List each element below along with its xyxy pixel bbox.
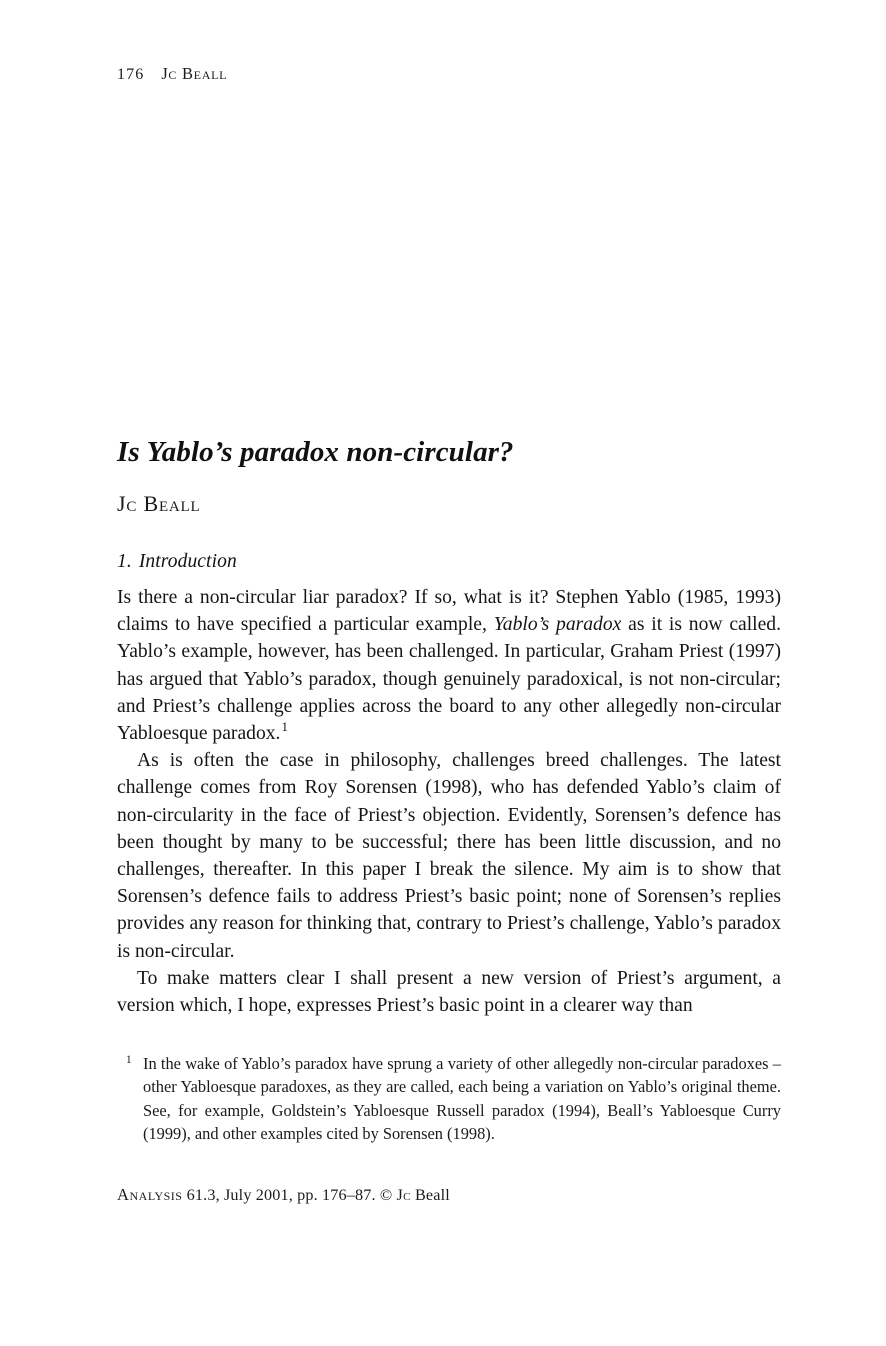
copyright-author-initials: Jc	[396, 1186, 411, 1204]
section-heading	[117, 551, 237, 573]
title-block	[117, 436, 782, 517]
footnote-reference-1[interactable]: 1	[281, 719, 288, 734]
page-number: 176	[117, 66, 145, 83]
paragraph-2: As is often the case in philosophy, challenges breed challenges. The latest challenge comes from Roy Sorensen (1998), who has defended Yablo’s claim of non-circularity in the face of Priest’s objection. Evidently, Sorensen’s defence has been thought by many to be successful; there has been little discussion, and no challenges, thereafter. In this paper I break the silence. My aim is to show that Sorensen’s defence fails to address Priest’s basic point; none of Sorensen’s replies provides any reason for thinking that, contrary to Priest’s challenge, Yablo’s paradox is non-circular.	[117, 750, 781, 962]
byline-author: Jc Beall	[117, 491, 201, 517]
footnote-1	[117, 1052, 781, 1146]
running-head	[117, 64, 780, 84]
running-head-author: Jc Beall	[161, 64, 228, 83]
journal-name: Analysis	[117, 1185, 183, 1204]
footnote-text-1: In the wake of Yablo’s paradox have sprung a variety of other allegedly non-circular paradoxes – other Yabloesque paradoxes, as they are called, each being a variation on Yablo’s original theme. See, for example, Goldstein’s Yabloesque Russell paradox (1994), Beall’s Yabloesque Curry (1999), and other examples cited by Sorensen (1998).	[143, 1054, 781, 1144]
body-text	[117, 584, 781, 1019]
paragraph-1-part-1: Is there a non-circular liar paradox? If so, what is it? Stephen Yablo (1985, 1993) claims to have specified a particular example,	[117, 587, 781, 636]
copyright-author-surname: Beall	[410, 1186, 450, 1204]
footnote-area	[117, 1052, 781, 1146]
section-number: 1.	[117, 551, 132, 572]
paragraph-1	[117, 584, 781, 747]
article-title: Is Yablo’s paradox non-circular?	[117, 436, 514, 468]
journal-issue-info: 61.3, July 2001, pp. 176–87. ©	[182, 1186, 397, 1204]
section-title: Introduction	[138, 551, 237, 572]
italic-term-yablos-paradox: Yablo’s paradox	[493, 614, 622, 636]
paragraph-1-part-2: as it is now called. Yablo’s example, however, has been challenged. In particular, Graham Priest (1997) has argued that Yablo’s paradox, though genuinely paradoxical, is not non-circular; and Priest’s challenge applies across the board to any other allegedly non-circular Yabloesque paradox.	[117, 614, 782, 745]
journal-citation-line	[117, 1185, 450, 1205]
paragraph-3: To make matters clear I shall present a new version of Priest’s argument, a version which, I hope, expresses Priest’s basic point in a clearer way than	[117, 967, 781, 1017]
footnote-marker-1: 1	[126, 1054, 132, 1066]
